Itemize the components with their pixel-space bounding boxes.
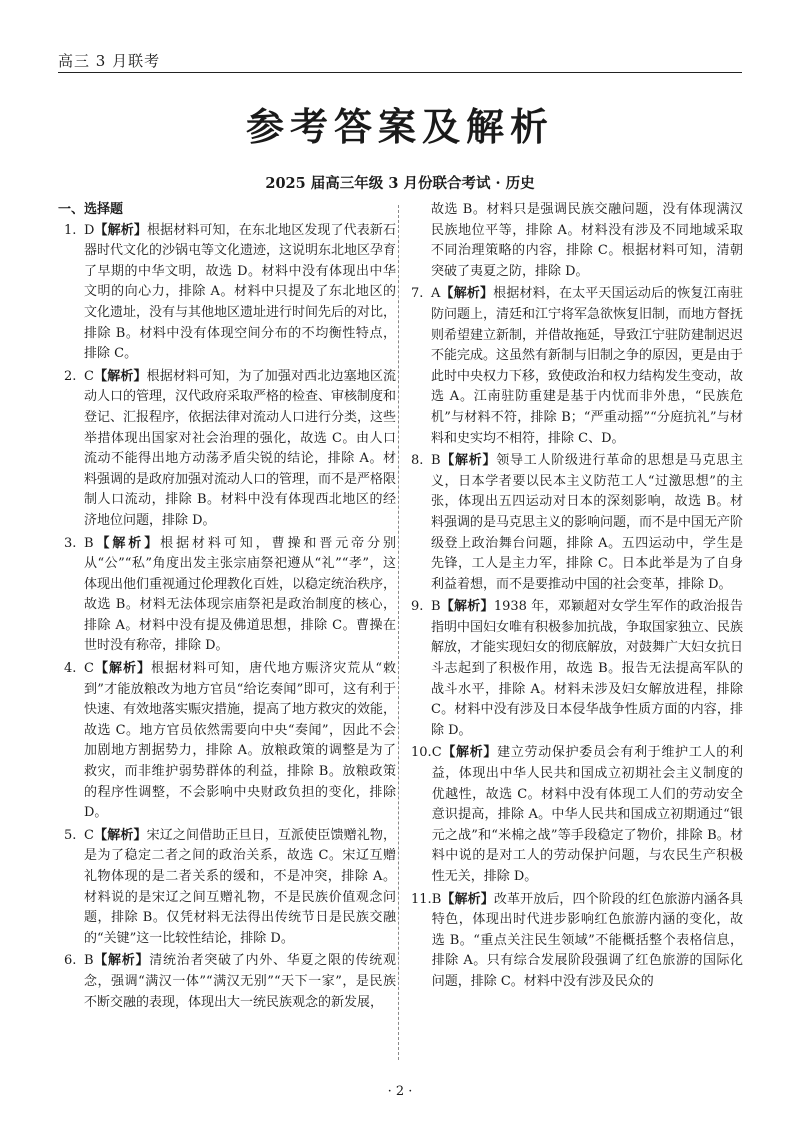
item-explanation: 根据材料可知，曹操和晋元帝分别从“公”“私”角度出发主张宗庙祭祀遵从“礼”“孝”，这体现出他们重视通过伦理教化百姓，以稳定统治秩序，故选 B。材料无法体现宗庙祭祀是政治制度的核心，排除 A。材料中没有提及佛道思想，排除 C。曹操在世时没有称帝，排除 D。 (84, 535, 397, 654)
item-body (84, 367, 396, 532)
item-number: 7. (411, 286, 424, 302)
item-body (431, 597, 743, 741)
analysis-tag: 【解析】 (440, 453, 497, 469)
answer-item (405, 597, 743, 741)
item-answer: B (84, 953, 94, 969)
analysis-tag: 【解析】 (93, 953, 150, 969)
item-body (84, 951, 396, 1013)
item-answer: B (431, 453, 441, 469)
page-title: 参考答案及解析 (245, 105, 554, 149)
item-explanation: 改革开放后，四个阶段的红色旅游内涵各具特色，体现出时代进步影响红色旅游内涵的变化，故选 B。“重点关注民生领域”不能概括整个表格信息，排除 A。只有综合发展阶段强调了红色旅游的国际化问题，排除 C。材料中没有涉及民众的 (431, 891, 743, 989)
answer-item (405, 451, 743, 595)
analysis-tag: 【解析】 (93, 661, 152, 677)
analysis-tag: 【解析】 (441, 745, 498, 761)
item-answer: C (84, 827, 94, 843)
item-number: 5. (64, 827, 77, 843)
item-answer: C (84, 661, 94, 677)
analysis-tag: 【解析】 (440, 599, 494, 615)
item-explanation: 建立劳动保护委员会有利于维护工人的利益，体现出中华人民共和国成立初期社会主义制度的优越性，故选 C。材料中没有体现工人们的劳动安全意识提高，排除 A。中华人民共和国成立初期通过“银元之战”和“米棉之战”等手段稳定了物价，排除 B。材料中说的是对工人的劳动保护问题，与农民生产积极性无关，排除 D。 (431, 745, 743, 884)
item-answer: C (431, 745, 442, 761)
answer-item (58, 826, 396, 950)
analysis-tag: 【解析】 (93, 827, 147, 843)
answer-item (58, 534, 396, 658)
item-number: 2. (64, 368, 77, 384)
item-explanation: 根据材料，在太平天国运动后的恢复江南驻防问题上，清廷和江宁将军急欲恢复旧制，而地方督抚则希望建立新制，并借故拖延，导致江宁驻防建制迟迟不能完成。这虽然有新制与旧制之争的原因，更是由于此时中央权力下移，致使政治和权力结构发生变动，故选 A。江南驻防重建是基于内忧而非外患，“民族危机”与材料不符，排除 B；“严重动摇”“分庭抗礼”与材料和史实均不相符，排除 C、D。 (431, 286, 744, 446)
item-body (431, 284, 743, 449)
item-explanation: 根据材料可知，唐代地方赈济灾荒从“敕到”才能放粮改为地方官员“给讫奏闻”即可，这有利于快速、有效地落实赈灾措施，提高了地方救灾的效能，故选 C。地方官员依然需要向中央“奏闻”，因此不会加剧地方割据势力，排除 A。放粮政策的调整是为了救灾，而非维护弱势群体的利益，排除 B。放粮政策的程序性调整，不会影响中央财政负担的变化，排除 D。 (84, 661, 397, 821)
item-explanation: 领导工人阶级进行革命的思想是马克思主义，日本学者要以民本主义防范工人“过激思想”的主张，体现出五四运动对日本的深刻影响，故选 B。材料强调的是马克思主义的影响问题，而不是中国无产阶级登上政治舞台问题，排除 A。五四运动中，学生是先锋，工人是主力军，排除 C。日本此举是为了自身利益着想，而不是要推动中国的社会变革，排除 D。 (431, 453, 744, 592)
item-number: 9. (411, 599, 424, 615)
item-body (432, 890, 743, 993)
answer-item (58, 951, 396, 1013)
left-items (58, 221, 396, 1014)
item-body (84, 659, 396, 824)
item-body (84, 826, 396, 950)
page-header-label: 高三 3 月联考 (58, 52, 161, 70)
answer-item (58, 659, 396, 824)
answer-item (58, 221, 396, 365)
item-body (431, 451, 743, 595)
item-explanation: 根据材料可知，在东北地区发现了代表新石器时代文化的沙锅屯等文化遗迹，这说明东北地区孕育了早期的中华文明，故选 D。材料中没有体现出中华文明的向心力，排除 A。材料中只提及了东北地区的文化遗址，没有与其他地区遗址进行时间先后的对比，排除 B。材料中没有体现空间分布的不均衡性特点，排除 C。 (84, 222, 397, 362)
item-number: 4. (64, 661, 77, 677)
item-number: 6. (64, 953, 77, 969)
item-explanation: 宋辽之间借助正旦日，互派使臣馈赠礼物，是为了稳定二者之间的政治关系，故选 C。宋辽互赠礼物体现的是二者关系的缓和，不是冲突，排除 A。材料说的是宋辽之间互赠礼物，不是民族价值观念问题，排除 B。仅凭材料无法得出传统节日是民族交融的“关键”这一比较性结论，排除 D。 (84, 827, 396, 946)
analysis-tag: 【解析】 (94, 222, 147, 238)
answer-item (405, 890, 743, 993)
item-number: 11. (411, 891, 432, 907)
item-body (84, 534, 396, 658)
item-answer: D (84, 222, 95, 238)
item-answer: B (431, 891, 442, 907)
analysis-tag: 【解析】 (93, 368, 147, 384)
column-divider (398, 205, 399, 1060)
right-column (405, 200, 743, 995)
item-answer: C (84, 368, 94, 384)
continuation-text: 故选 B。材料只是强调民族交融问题，没有体现满汉民族地位平等，排除 A。材料没有涉及不同地域采取不同治理策略的内容，排除 C。根据材料可知，清朝突破了夷夏之防，排除 D。 (431, 202, 743, 279)
item-explanation: 清统治者突破了内外、华夏之限的传统观念，强调“满汉一体”“满汉无别”“天下一家”，是民族不断交融的表现，体现出大一统民族观念的新发展， (84, 953, 396, 1010)
exam-subtitle: 2025 届高三年级 3 月份联合考试 · 历史 (265, 175, 535, 192)
item-answer: A (431, 286, 441, 302)
item-answer: B (84, 535, 94, 551)
item-number: 1. (64, 222, 77, 238)
item-body (84, 221, 396, 365)
item-explanation: 1938 年，邓颖超对女学生军作的政治报告指明中国妇女唯有积极参加抗战，争取国家独立、民族解放，才能实现妇女的彻底解放，对鼓舞广大妇女抗日斗志起到了积极作用，故选 B。报告无法提高军队的战斗水平，排除 A。材料未涉及妇女解放进程，排除 C。材料中没有涉及日本侵华战争性质方面的内容，排除 D。 (431, 599, 744, 738)
item-number: 8. (411, 453, 424, 469)
section-heading: 一、选择题 (58, 202, 124, 217)
item-explanation: 根据材料可知，为了加强对西北边塞地区流动人口的管理，汉代政府采取严格的检查、审核制度和登记、汇报程序，依据法律对流动人口进行分类，这些举措体现出国家对社会治理的强化，故选 C。由人口流动不能得出地方动荡矛盾尖锐的结论，排除 A。材料强调的是政府加强对流动人口的管理，而不是严格限制人口流动，排除 B。材料中没有体现西北地区的经济地位问题，排除 D。 (84, 368, 397, 528)
item-answer: B (431, 599, 441, 615)
right-items (405, 284, 743, 992)
analysis-tag: 【解析】 (93, 535, 161, 551)
answer-item (58, 367, 396, 532)
answer-item (405, 743, 743, 887)
page-number: · 2 · (387, 1084, 413, 1099)
answer-item (405, 284, 743, 449)
header-rule (58, 72, 742, 73)
item-number: 10. (411, 745, 432, 761)
item-body (432, 743, 743, 887)
analysis-tag: 【解析】 (440, 286, 494, 302)
analysis-tag: 【解析】 (441, 891, 494, 907)
item-number: 3. (64, 535, 77, 551)
left-column (58, 200, 396, 1015)
